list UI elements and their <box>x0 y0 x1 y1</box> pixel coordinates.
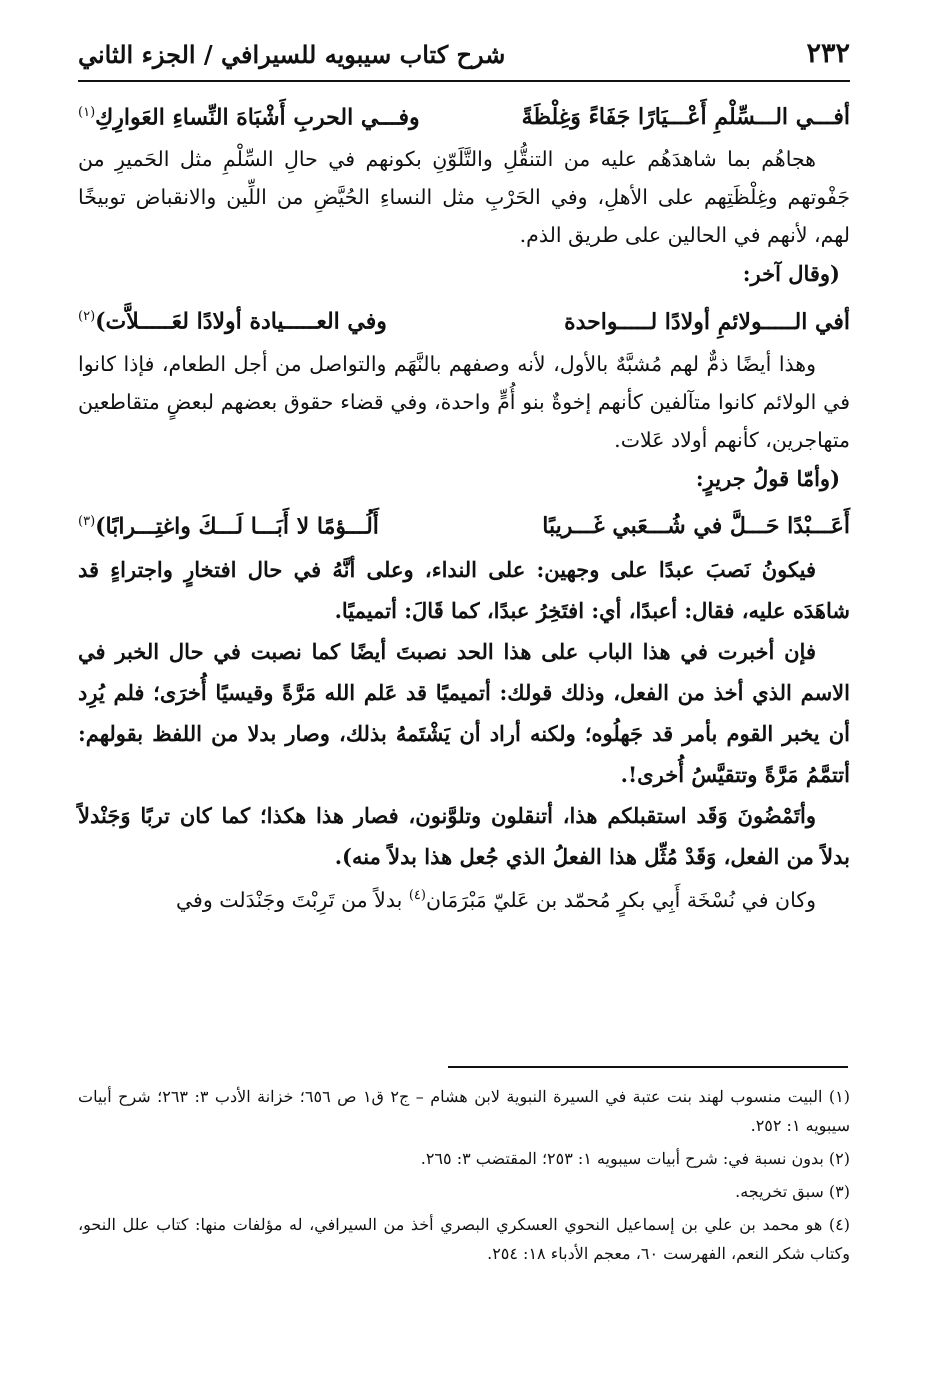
paragraph-6-text-a: وكان في نُسْخَة أَبِي بكرٍ مُحمّد بن عَليّ مَبْرَمَان <box>425 887 816 912</box>
footnote-ref-2[interactable]: (٢) <box>78 309 96 325</box>
verse-2-second-hemistich <box>78 294 387 344</box>
page-number: ٢٣٢ <box>806 38 850 69</box>
paragraph-5: وأتَمْضُونَ وَقَد استقبلكم هذا، أتنقلون وتلوَّنون، فصار هذا هكذا؛ كما كان تربًا وَجَنْدلاً بدلاً من الفعل، وَقَدْ مُثِّل هذا الفعلُ الذي جُعل هذا بدلاً منه). <box>78 802 850 869</box>
page-header <box>78 30 850 82</box>
verse-2-intro: (وقال آخر: <box>742 261 840 287</box>
footnotes <box>78 1082 850 1272</box>
verse-1 <box>78 90 850 140</box>
verse-3-second-text: أَلُـــؤمًا لا أَبَـــا لَـــكَ واغتِـــرابًا) <box>95 512 379 539</box>
footnote-3: (٣) سبق تخريجه. <box>735 1182 850 1201</box>
running-title: شرح كتاب سيبويه للسيرافي / الجزء الثاني <box>78 40 506 69</box>
verse-3-first-hemistich: أَعَـــبْدًا حَـــلَّ في شُـــعَبي غَـــريبًا <box>542 512 850 539</box>
footnote-1: (١) البيت منسوب لهند بنت عتبة في السيرة النبوية لابن هشام – ج٢ ق١ ص ٦٥٦؛ خزانة الأدب ٣: ٢٦٣؛ شرح أبيات سيبويه ١: ٢٥٢. <box>78 1087 851 1135</box>
verse-2-first-hemistich: أفي الـــــولائمِ أولادًا لـــــواحدة <box>564 308 850 335</box>
footnote-separator <box>448 1066 848 1068</box>
verse-1-second-hemistich <box>78 90 420 140</box>
footnote-ref-4[interactable]: (٤) <box>408 887 426 903</box>
footnote-ref-3[interactable]: (٣) <box>78 513 96 529</box>
verse-3-second-hemistich <box>78 499 379 549</box>
verse-2-second-text: وفي العـــــيادة أولادًا لعَـــــلاَّت) <box>95 308 387 335</box>
verse-1-first-hemistich: أفـــي الـــسِّلْمِ أَعْـــيَارًا جَفَاءً وَغِلْظَةً <box>521 104 850 131</box>
paragraph-6-text-b: بدلاً من تَرِبْتَ وجَنْدَلت وفي <box>175 887 409 912</box>
footnote-4: (٤) هو محمد بن علي بن إسماعيل النحوي العسكري البصري أخذ من السيرافي، له مؤلفات منها: كتاب علل النحو، وكتاب شكر النعم، الفهرست ٦٠، معجم الأدباء ١٨: ٢٥٤. <box>78 1215 851 1263</box>
footnote-ref-1[interactable]: (١) <box>78 105 96 120</box>
main-text <box>78 90 850 919</box>
paragraph-2: وهذا أيضًا ذمٌّ لهم مُشبَّهٌ بالأول، لأنه وصفهم بالنَّهَم والتواصل من أجل الطعام، فإذا كانوا في الولائم كانوا متآلفين كأنهم إخوةٌ بنو أُمٍّ واحدة، وفي قضاء حقوق بعضهم لبعضٍ متقاطعين متهاجرين، كأنهم أولاد عَلات. <box>78 351 850 452</box>
verse-3-intro: (وأمّا قولُ جريرٍ: <box>695 465 840 491</box>
verse-2 <box>78 294 850 344</box>
footnote-2: (٢) بدون نسبة في: شرح أبيات سيبويه ١: ٢٥٣؛ المقتضب ٣: ٢٦٥. <box>420 1149 850 1168</box>
paragraph-3: فيكونُ نَصبَ عبدًا على وجهين: على النداء، وعلى أنَّهُ في حال افتخارٍ واجتراءٍ قد شاهَدَه عليه، فقال: أعبدًا، أي: افتَخِرُ عبدًا، كما قَالَ: أتميميًا. <box>78 556 850 623</box>
paragraph-1: هجاهُم بما شاهدَهُم عليه من التنقُّلِ والتَّلَوّنِ بكونهم في حالِ السِّلْمِ مثل الحَميرِ من جَفْوتهم وغِلْظَتِهم على الأهلِ، وفي الحَرْبِ مثل النساءِ الحُيَّضِ من اللِّين والانقباض توبيخًا لهم، لأنهم في الحالين على طريق الذم. <box>78 147 850 248</box>
paragraph-4: فإن أخبرت في هذا الباب على هذا الحد نصبتَ أيضًا كما نصبت في حال الخبر في الاسم الذي أخذ من الفعل، وذلك قولك: أتميميًا قد عَلم الله مَرَّةً وقيسيًا أُخرَى؛ فلم يُرِد أن يخبر القوم بأمر قد جَهلُوه؛ ولكنه أراد أن يَشْتَمهُ بذلك، وصار بدلا من اللفظ بقولهم: أتتمَّمُ مَرَّةً وتتقيَّسُ أُخرى!. <box>78 638 850 787</box>
paragraph-6 <box>78 877 850 919</box>
verse-3 <box>78 499 850 549</box>
verse-1-second-text: وفـــي الحربِ أَشْبَاهَ النِّساءِ العَوارِكِ <box>95 104 420 131</box>
